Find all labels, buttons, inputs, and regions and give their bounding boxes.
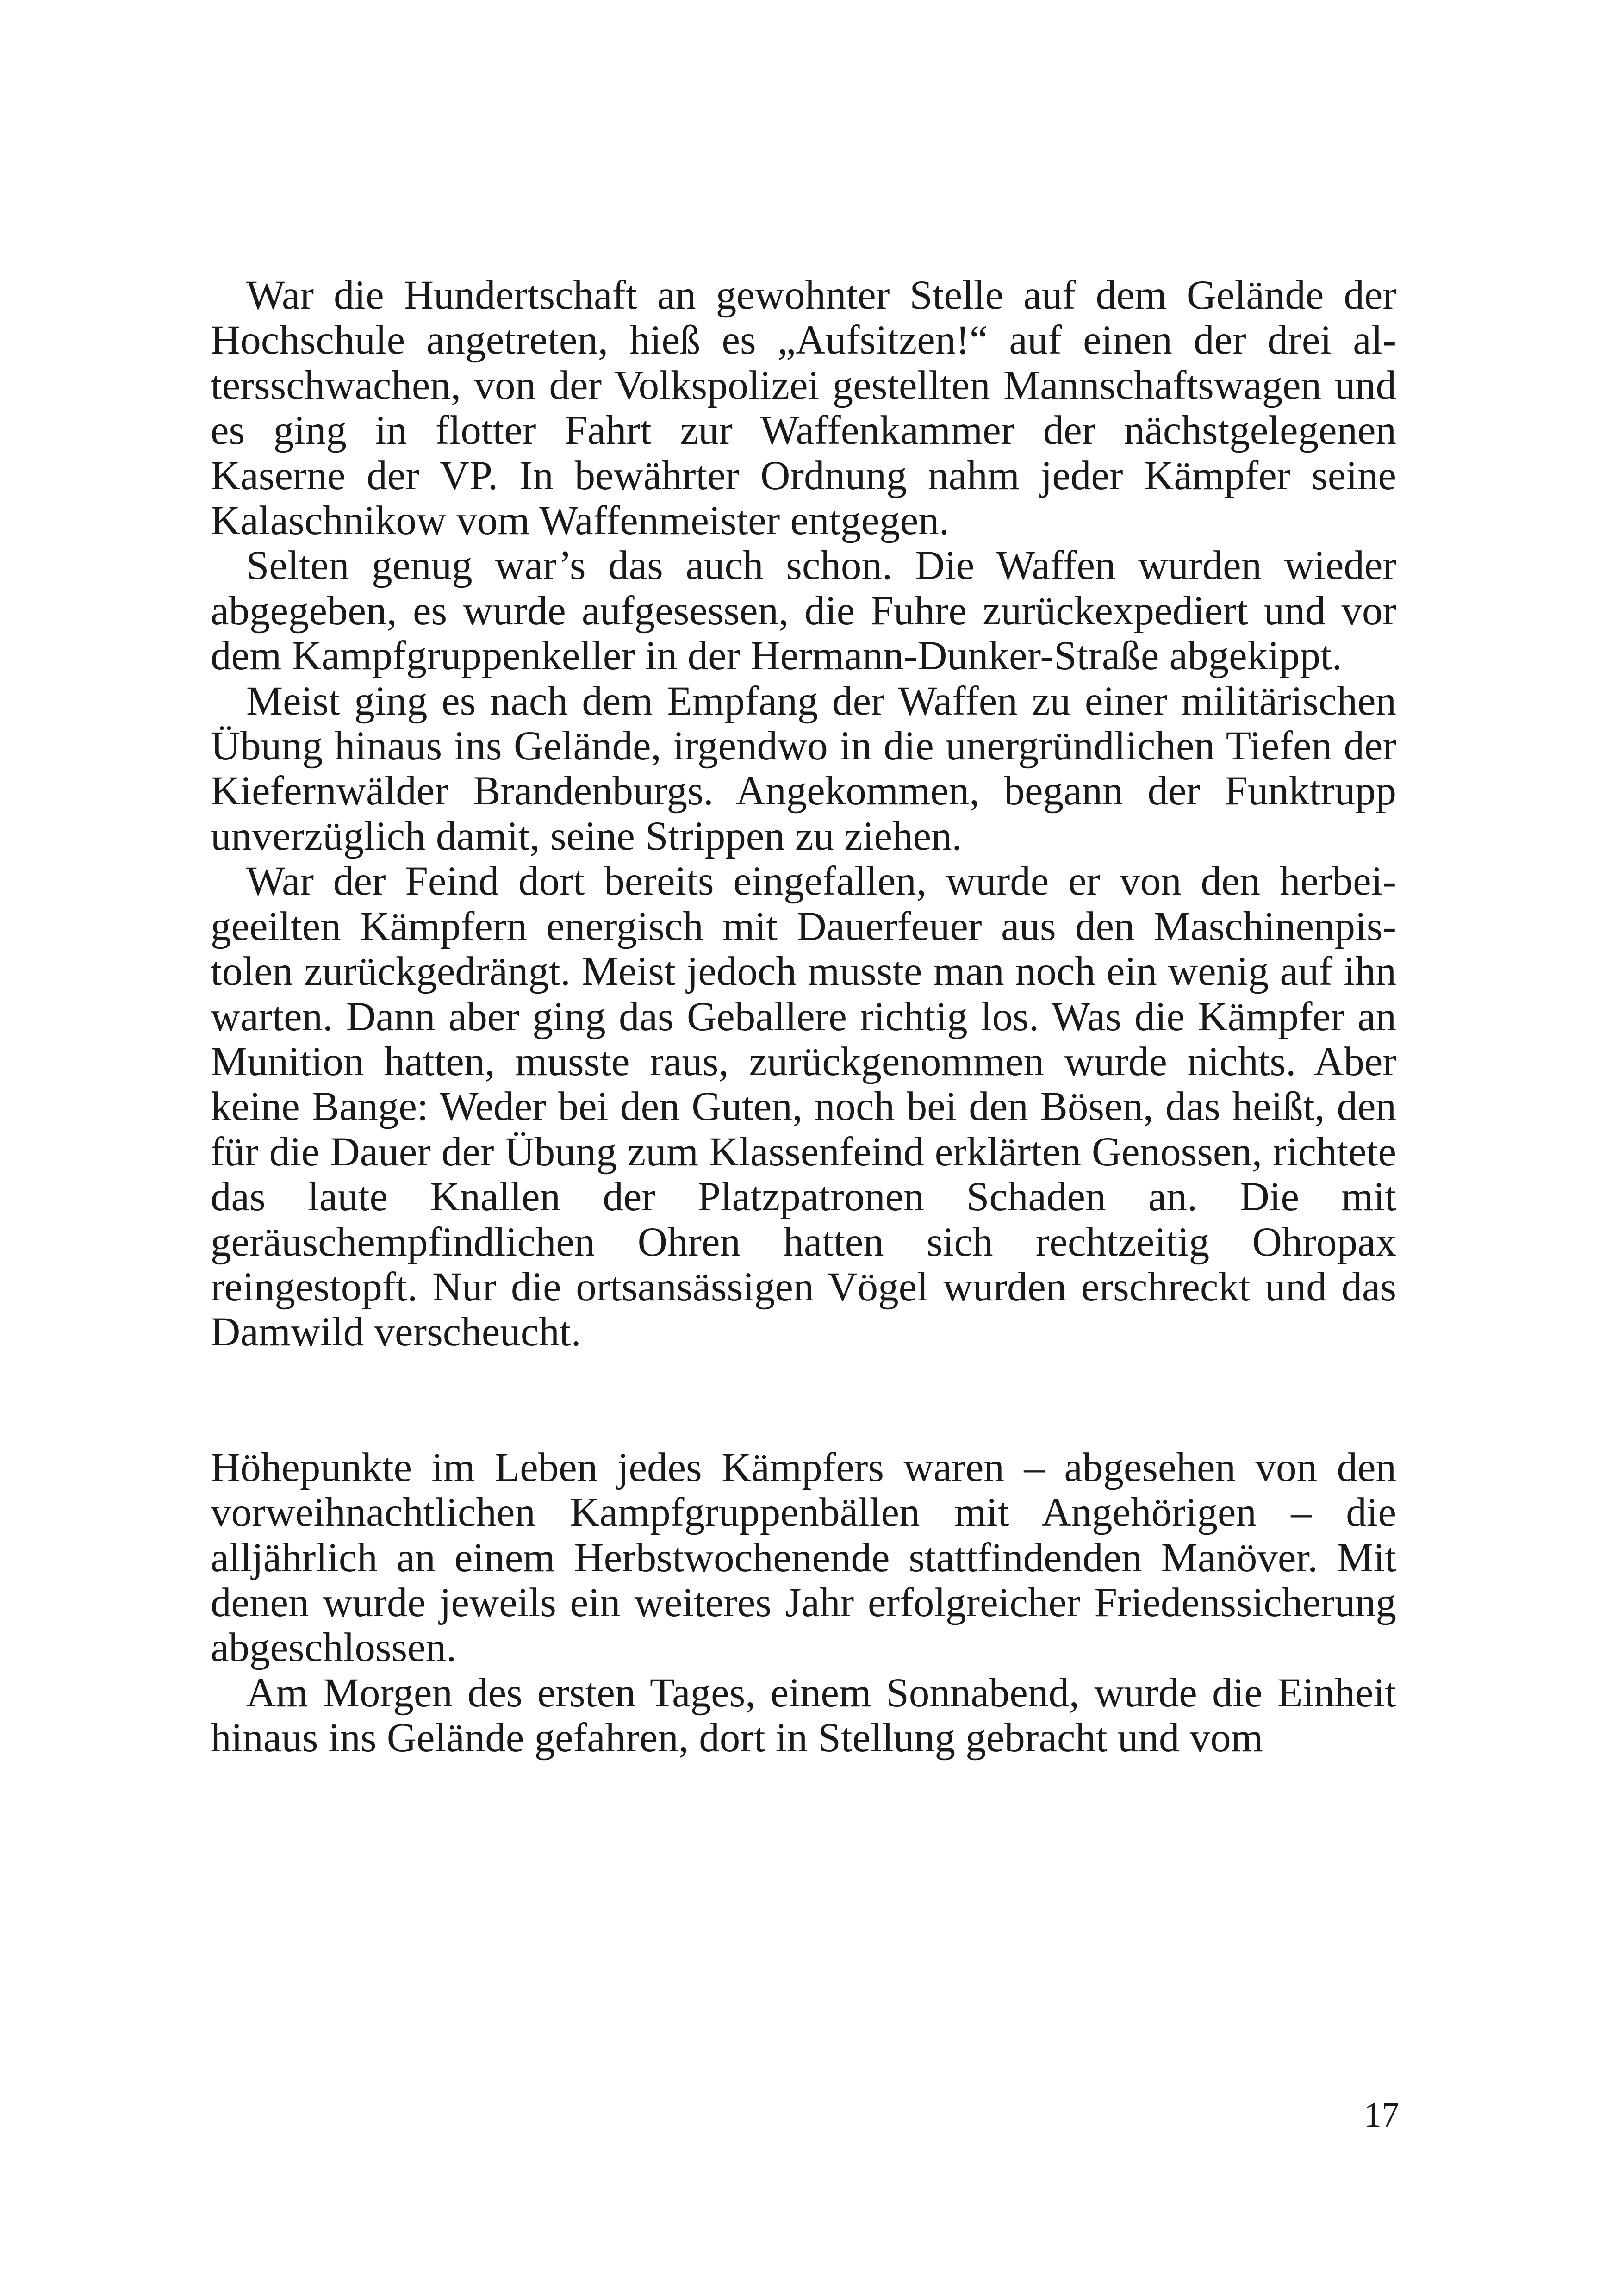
section-break (211, 1355, 1396, 1445)
paragraph: Selten genug war’s das auch schon. Die Waffen wurden wieder abgegeben, es wurde aufgesessen, die Fuhre zurückexpediert und vor dem Kampfgruppenkeller in der Hermann-Dunker-Straße abgekippt. (211, 543, 1396, 679)
page-number: 17 (1364, 2096, 1399, 2134)
paragraph: Am Morgen des ersten Tages, einem Sonnabend, wurde die Einheit hinaus ins Gelände gefahren, dort in Stellung gebracht und vom (211, 1670, 1396, 1761)
paragraph: War die Hundertschaft an gewohnter Stelle auf dem Gelände der Hochschule angetreten, hieß es „Aufsitzen!“ auf einen der drei altersschwachen, von der Volkspolizei gestellten Mannschaftswagen und es ging in flotter Fahrt zur Waffenkammer der nächstgelegenen Kaserne der VP. In bewährter Ordnung nahm jeder Kämpfer seine Kalaschnikow vom Waffenmeister entgegen. (211, 273, 1396, 544)
paragraph: Meist ging es nach dem Empfang der Waffen zu einer militärischen Übung hinaus ins Gelände, irgendwo in die unergründlichen Tiefen der Kiefernwälder Brandenburgs. Angekommen, begann der Funktrupp unverzüglich damit, seine Strippen zu ziehen. (211, 678, 1396, 859)
paragraph: War der Feind dort bereits eingefallen, wurde er von den herbeigeeilten Kämpfern energisch mit Dauerfeuer aus den Maschinenpistolen zurückgedrängt. Meist jedoch musste man noch ein wenig auf ihn warten. Dann aber ging das Geballere richtig los. Was die Kämpfer an Munition hatten, musste raus, zurückgenommen wurde nichts. Aber keine Bange: Weder bei den Guten, noch bei den Bösen, das heißt, den für die Dauer der Übung zum Klassenfeind erklärten Genossen, richtete das laute Knallen der Platzpatronen Schaden an. Die mit geräuschempfindlichen Ohren hatten sich rechtzeitig Ohropax reingestopft. Nur die ortsansässigen Vögel wurden erschreckt und das Damwild verscheucht. (211, 859, 1396, 1355)
body-text (211, 273, 1396, 1761)
paragraph: Höhepunkte im Leben jedes Kämpfers waren – abgesehen von den vorweihnachtlichen Kampfgruppenbällen mit Angehörigen – die alljährlich an einem Herbstwochenende stattfindenden Manöver. Mit denen wurde jeweils ein weiteres Jahr erfolgreicher Friedenssicherung abgeschlossen. (211, 1444, 1396, 1671)
